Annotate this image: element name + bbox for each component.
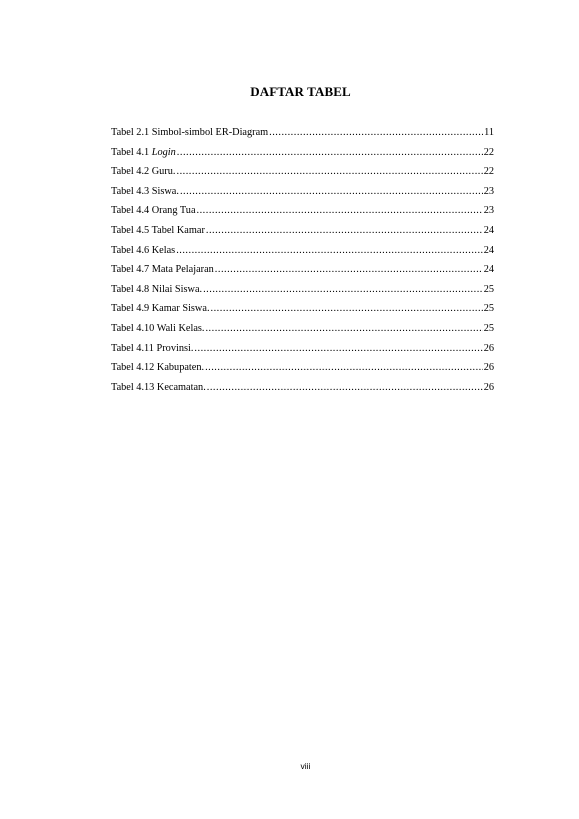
toc-entry-page: 24 [483, 264, 494, 276]
dot-leader [211, 301, 483, 316]
dot-leader [207, 380, 483, 395]
toc-entry-page: 23 [483, 205, 494, 217]
page-number: viii [300, 761, 311, 771]
table-of-contents [111, 125, 494, 399]
toc-entry[interactable] [111, 243, 494, 263]
dot-leader [177, 145, 483, 160]
dot-leader [269, 125, 483, 140]
toc-entry-prefix: Tabel 4.3 [111, 185, 152, 197]
toc-entry-prefix: Tabel 4.1 [111, 146, 152, 158]
toc-entry-label [111, 145, 176, 160]
dot-leader [206, 223, 483, 238]
toc-entry-name: Wali Kelas. [156, 322, 205, 334]
toc-entry-name: Nilai Siswa. [151, 283, 203, 295]
toc-entry-label [111, 301, 210, 316]
toc-entry-name: Tabel Kamar [151, 224, 205, 236]
toc-entry-label [111, 321, 204, 336]
dot-leader [177, 164, 483, 179]
toc-entry[interactable] [111, 262, 494, 282]
toc-entry-prefix: Tabel 4.11 [111, 342, 157, 354]
toc-entry-label [111, 184, 179, 199]
dot-leader [205, 360, 483, 375]
dot-leader [176, 243, 483, 258]
toc-entry-name: Kelas [151, 244, 176, 256]
dot-leader [203, 282, 483, 297]
toc-entry-prefix: Tabel 4.10 [111, 322, 157, 334]
toc-entry-page: 25 [483, 303, 494, 315]
toc-entry[interactable] [111, 360, 494, 380]
dot-leader [194, 341, 482, 356]
toc-entry-prefix: Tabel 4.5 [111, 224, 152, 236]
toc-entry-name: Kabupaten. [156, 362, 205, 374]
toc-entry-label [111, 125, 268, 140]
toc-entry-page: 25 [483, 322, 494, 334]
toc-entry-name: Mata Pelajaran [151, 264, 214, 276]
toc-entry-page: 22 [483, 146, 494, 158]
page-title: DAFTAR TABEL [250, 84, 351, 99]
dot-leader [197, 203, 483, 218]
toc-entry-name: Orang Tua [151, 205, 196, 217]
toc-entry-page: 23 [483, 185, 494, 197]
toc-entry-name: Kamar Siswa. [151, 303, 210, 315]
toc-entry-prefix: Tabel 4.6 [111, 244, 152, 256]
toc-entry-prefix: Tabel 4.13 [111, 381, 157, 393]
toc-entry-page: 26 [483, 362, 494, 374]
toc-entry-name: Provinsi. [156, 342, 194, 354]
dot-leader [215, 262, 483, 277]
toc-entry-prefix: Tabel 4.4 [111, 205, 152, 217]
toc-entry-page: 22 [483, 166, 494, 178]
toc-entry[interactable] [111, 341, 494, 361]
dot-leader [205, 321, 482, 336]
toc-entry-label [111, 262, 214, 277]
toc-entry-page: 26 [483, 381, 494, 393]
toc-entry-page: 26 [483, 342, 494, 354]
toc-entry[interactable] [111, 203, 494, 223]
toc-entry-page: 11 [484, 127, 494, 138]
toc-entry-page: 25 [483, 283, 494, 295]
toc-entry[interactable] [111, 145, 494, 165]
toc-entry[interactable] [111, 282, 494, 302]
toc-entry[interactable] [111, 164, 494, 184]
toc-entry-prefix: Tabel 4.12 [111, 362, 157, 374]
toc-entry-prefix: Tabel 2.1 [111, 127, 152, 138]
toc-entry-label [111, 164, 176, 179]
toc-entry-name: Kecamatan. [156, 381, 206, 393]
toc-entry[interactable] [111, 380, 494, 400]
toc-entry-label [111, 282, 202, 297]
toc-entry[interactable] [111, 301, 494, 321]
toc-entry-page: 24 [483, 224, 494, 236]
toc-entry-name: Login [151, 146, 176, 158]
dot-leader [180, 184, 483, 199]
toc-entry-prefix: Tabel 4.7 [111, 264, 152, 276]
toc-entry-label [111, 341, 193, 356]
toc-entry-label [111, 380, 206, 395]
toc-entry-prefix: Tabel 4.2 [111, 166, 152, 178]
toc-entry-prefix: Tabel 4.9 [111, 303, 152, 315]
toc-entry[interactable] [111, 223, 494, 243]
toc-entry-name: Siswa. [151, 185, 179, 197]
toc-entry[interactable] [111, 184, 494, 204]
toc-entry[interactable] [111, 321, 494, 341]
toc-entry[interactable] [111, 125, 494, 145]
toc-entry-label [111, 203, 196, 218]
toc-entry-label [111, 223, 205, 238]
toc-entry-label [111, 360, 204, 375]
toc-entry-name: Simbol-simbol ER-Diagram [151, 127, 269, 138]
toc-entry-prefix: Tabel 4.8 [111, 283, 152, 295]
toc-entry-page: 24 [483, 244, 494, 256]
toc-entry-label [111, 243, 175, 258]
toc-entry-name: Guru. [151, 166, 176, 178]
